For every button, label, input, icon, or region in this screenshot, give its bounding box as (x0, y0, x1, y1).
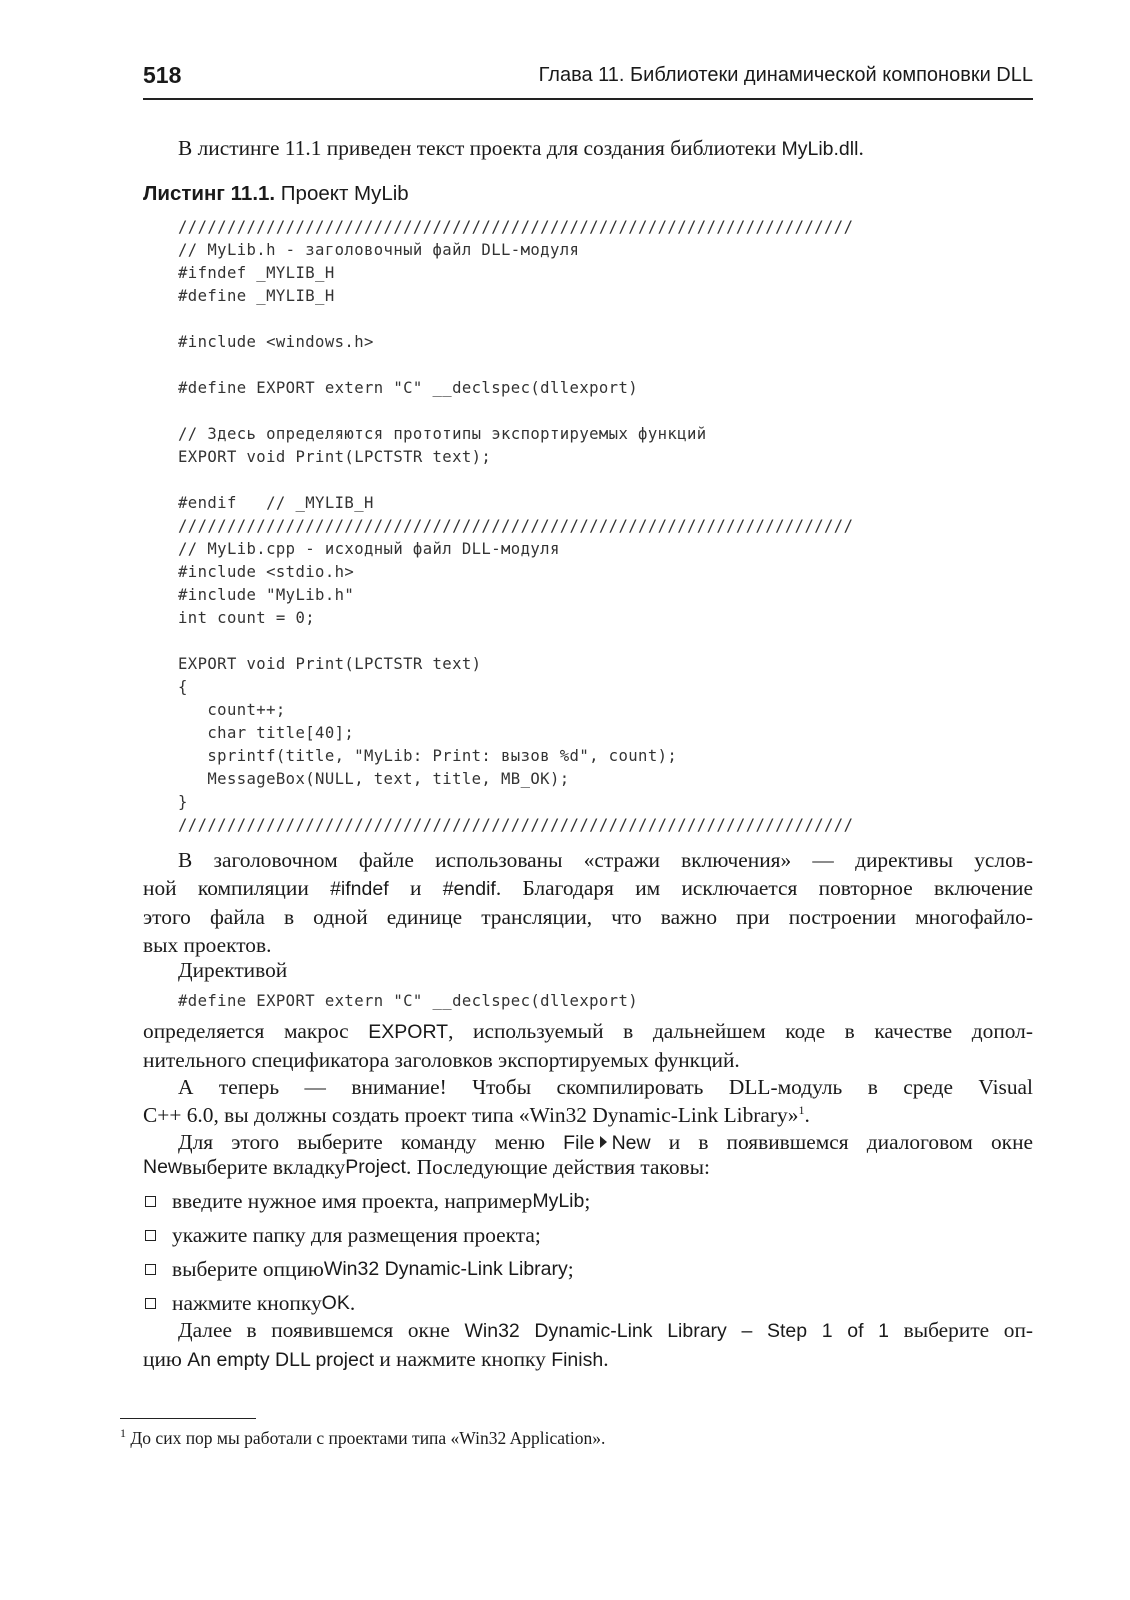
intro-end: . (858, 136, 864, 160)
checkbox-bullet-icon (145, 1298, 156, 1309)
para6-a: Далее в появившемся окне (178, 1318, 465, 1342)
running-title: Глава 11. Библиотеки динамической компоновки DLL (538, 64, 1033, 86)
para3-b: , используемый в дальнейшем коде в качестве допол- (448, 1019, 1033, 1043)
ifndef-keyword: #ifndef (330, 878, 389, 900)
para1-line2-a: ной компиляции (143, 876, 331, 900)
menu-file: File (563, 1132, 595, 1154)
steps-list (143, 1152, 1033, 1320)
para4-line2-end: . (804, 1103, 810, 1127)
listing-label: Листинг 11.1. (143, 182, 276, 205)
macro-paragraph (143, 1017, 1033, 1074)
attention-paragraph (143, 1073, 1033, 1129)
include-guards-paragraph (143, 846, 1033, 959)
listing-title: Проект MyLib (275, 182, 409, 205)
para3-line2: нительного спецификатора заголовков экспортируемых функций. (143, 1048, 740, 1072)
finish-paragraph (143, 1316, 1033, 1374)
para1-line1: В заголовочном файле использованы «стражи включения» — директивы услов- (178, 848, 1033, 872)
para6-c: цию (143, 1347, 188, 1371)
intro-paragraph (143, 134, 1033, 163)
para1-line2 (143, 874, 1033, 903)
list-item-end: ; (584, 1189, 591, 1213)
steps-intro-line (143, 1152, 1033, 1182)
list-item-text: нажмите кнопку (172, 1291, 322, 1315)
menu-new: New (611, 1132, 651, 1154)
para4-line2 (143, 1101, 1033, 1129)
para5-d: . Последующие действия таковы: (405, 1155, 710, 1179)
para5-c: выберите вкладку (182, 1155, 346, 1179)
list-item-text: введите нужное имя проекта, например (172, 1189, 533, 1213)
listing-code: ///////////////////////////////////////////////////////////////////// // MyLib.h - заголовочный файл DLL-модуля #ifndef _MYLIB_H #define _MYLIB_H #include <windows.h> #define EXPORT extern "C" __declspec(dllexport) // Здесь определяются прототипы экспортируемых функций EXPORT void Print(LPCTSTR text); #endif // _MYLIB_H ///////////////////////////////////////////////////////////////////// // MyLib.cpp - исходный файл DLL-модуля #include <stdio.h> #include "MyLib.h" int count = 0; EXPORT void Print(LPCTSTR text) { count++; char title[40]; sprintf(title, "MyLib: Print: вызов %d", count); MessageBox(NULL, text, title, MB_OK); } ///////////////////////////////////////////////////////////////////// (178, 218, 854, 834)
list-item-code: Win32 Dynamic-Link Library (323, 1258, 568, 1280)
finish-button-name: Finish (551, 1349, 604, 1371)
export-keyword: EXPORT (368, 1021, 449, 1043)
para6-d: и нажмите кнопку (374, 1347, 552, 1371)
checkbox-bullet-icon (145, 1230, 156, 1241)
para6-b: выберите оп- (889, 1318, 1034, 1342)
para6-line2 (143, 1345, 1033, 1374)
footnote-text: До сих пор мы работали с проектами типа «Win32 Application». (126, 1428, 606, 1448)
list-item (143, 1252, 1033, 1286)
wizard-window-title: Win32 Dynamic-Link Library – Step 1 of 1 (464, 1320, 890, 1342)
menu-arrow-icon (600, 1136, 607, 1148)
list-item-text: укажите папку для размещения проекта; (172, 1223, 541, 1247)
para6-e: . (603, 1347, 609, 1371)
list-item (143, 1184, 1033, 1218)
para1-line2-c: . Благодаря им исключается повторное включение (495, 876, 1033, 900)
para1-line4: вых проектов. (143, 933, 272, 957)
tab-project: Project (345, 1156, 406, 1178)
para5-a: Для этого выберите команду меню (178, 1130, 564, 1154)
checkbox-bullet-icon (145, 1264, 156, 1275)
para1-line2-b: и (388, 876, 443, 900)
page-number: 518 (143, 62, 182, 88)
para6-line1 (143, 1316, 1033, 1345)
list-item-code: OK (321, 1292, 350, 1314)
list-item-text: выберите опцию (172, 1257, 324, 1281)
list-item (143, 1218, 1033, 1252)
intro-lib-name: MyLib.dll (781, 138, 859, 160)
dialog-new: New (143, 1156, 183, 1178)
page-header (143, 62, 1033, 100)
para5-b: и в появившемся диалоговом окне (650, 1130, 1034, 1154)
list-item-end: ; (567, 1257, 574, 1281)
checkbox-bullet-icon (145, 1196, 156, 1207)
para1-line3: этого файла в одной единице трансляции, что важно при построении многофайло- (143, 905, 1033, 929)
footnote-number: 1 (120, 1426, 126, 1441)
list-item (143, 1286, 1033, 1320)
para4-line2-text: C++ 6.0, вы должны создать проект типа «Win32 Dynamic-Link Library» (143, 1103, 799, 1127)
endif-keyword: #endif (442, 878, 496, 900)
para3-line1 (143, 1017, 1033, 1046)
para4-line1: А теперь — внимание! Чтобы скомпилировать DLL-модуль в среде Visual (178, 1075, 1033, 1099)
footnote-ref: 1 (798, 1102, 805, 1117)
intro-text: В листинге 11.1 приведен текст проекта для создания библиотеки (178, 136, 782, 160)
list-item-code: MyLib (532, 1190, 585, 1212)
list-item-end: . (349, 1291, 356, 1315)
para3-a: определяется макрос (143, 1019, 369, 1043)
directive-paragraph: Директивой (178, 958, 288, 982)
define-line: #define EXPORT extern "C" __declspec(dllexport) (178, 992, 639, 1010)
empty-dll-option: An empty DLL project (187, 1349, 375, 1371)
footnote-divider (120, 1418, 256, 1419)
listing-caption (143, 182, 409, 206)
footnote (120, 1426, 605, 1450)
